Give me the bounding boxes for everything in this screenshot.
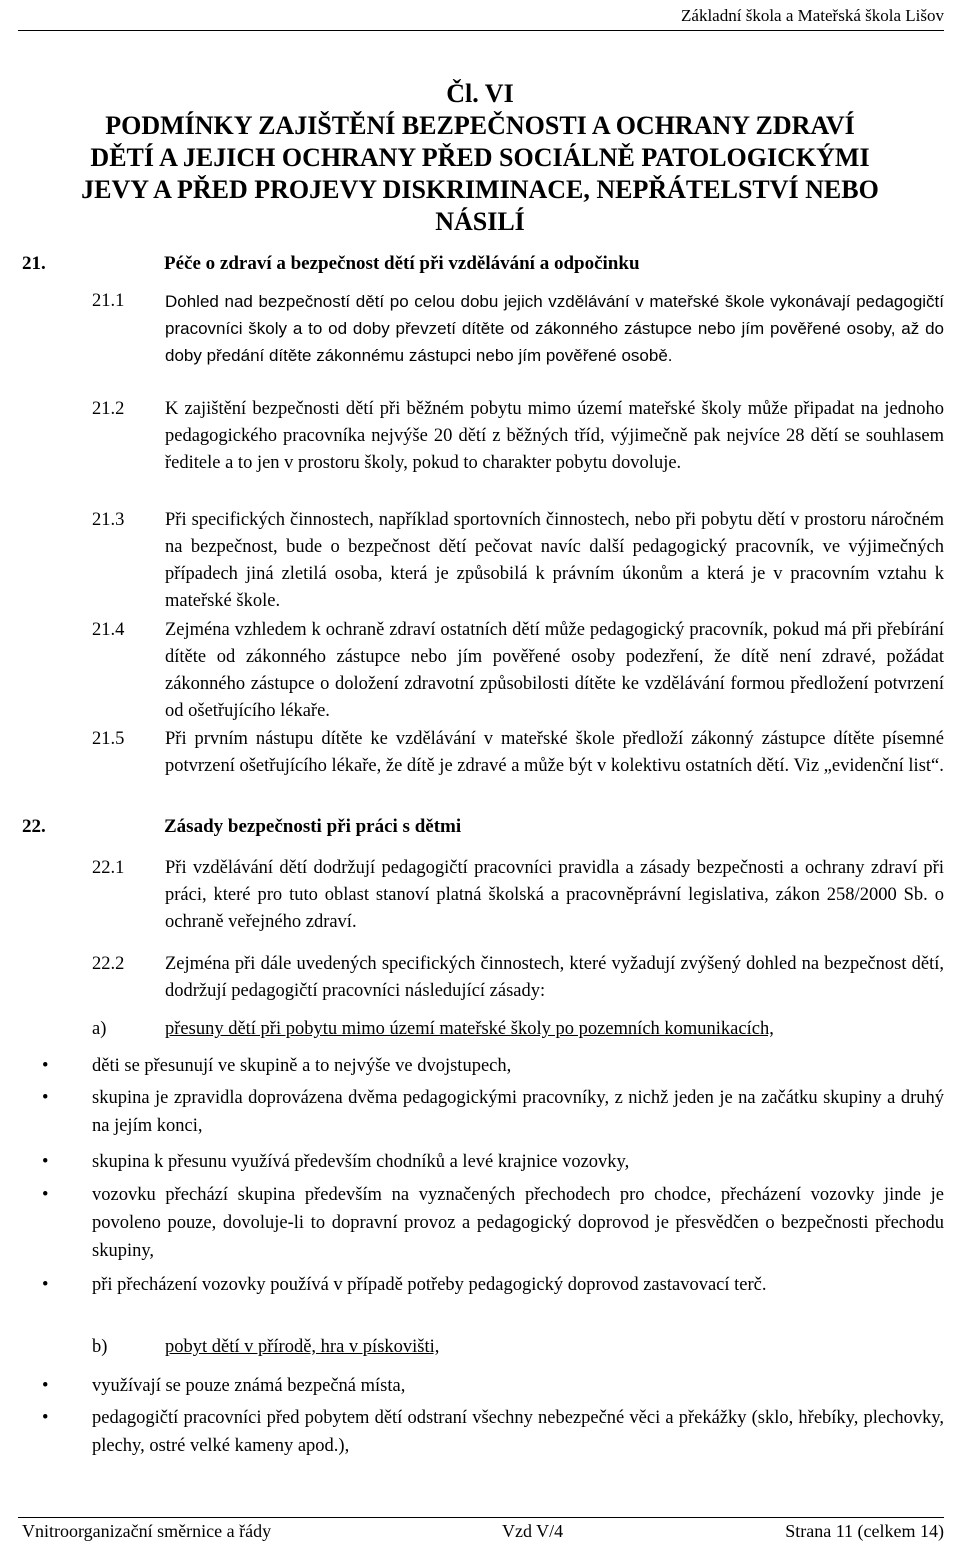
paragraph-21-2 <box>92 396 944 477</box>
paragraph-number: 21.1 <box>92 291 125 311</box>
footer-document-title: Vnitroorganizační směrnice a řády <box>22 1521 272 1541</box>
footer-divider <box>18 1517 944 1518</box>
subsection-letter: b) <box>92 1337 108 1357</box>
section-number: 22. <box>22 816 46 837</box>
section-title: Zásady bezpečnosti při práci s dětmi <box>164 816 462 837</box>
footer-document-code: Vzd V/4 <box>502 1521 564 1541</box>
subsection-title: přesuny dětí při pobytu mimo území mateřské školy po pozemních komunikacích, <box>165 1019 774 1039</box>
paragraph-text: Dohled nad bezpečností dětí po celou dobu jejich vzdělávání v mateřské škole vykonávají pedagogičtí pracovníci školy a to od doby převzetí dítěte od zákonného zástupce nebo jím pověřené osoby, až do doby předání dítěte zákonnému zástupci nebo jím pověřené osobě. <box>165 292 944 365</box>
paragraph-21-4 <box>92 617 944 725</box>
subsection-title: pobyt dětí v přírodě, hra v pískovišti, <box>165 1337 440 1357</box>
paragraph-21-3 <box>92 507 944 615</box>
header-divider <box>18 30 944 31</box>
chapter-title-line: NÁSILÍ <box>435 207 525 236</box>
list-item: • využívají se pouze známá bezpečná místa, <box>92 1372 944 1400</box>
paragraph-21-1 <box>92 288 944 369</box>
paragraph-text: K zajištění bezpečnosti dětí při běžném pobytu mimo území mateřské školy může připadat na jednoho pedagogického pracovníka nejvýše 20 dětí z běžných tříd, výjimečně pak nejvíce 28 dětí se souhlasem ředitele a to jen v prostoru školy, pokud to charakter pobytu dovoluje. <box>165 399 944 473</box>
paragraph-text: Zejména vzhledem k ochraně zdraví ostatních dětí může pedagogický pracovník, pokud má při přebírání dítěte od zákonného zástupce nebo jím pověřené osoby podezření, že dítě není zdravé, požádat zákonného zástupce o doložení zdravotní způsobilosti dítěte ke vzdělávání formou předložení potvrzení od ošetřujícího lékaře. <box>165 620 944 721</box>
running-header: Základní škola a Mateřská škola Lišov <box>681 6 944 25</box>
paragraph-number: 21.3 <box>92 510 125 530</box>
chapter-title-line: JEVY A PŘED PROJEVY DISKRIMINACE, NEPŘÁTELSTVÍ NEBO <box>81 175 879 204</box>
paragraph-21-5 <box>92 726 944 780</box>
paragraph-number: 22.2 <box>92 954 125 974</box>
paragraph-text: Při vzdělávání dětí dodržují pedagogičtí pracovníci pravidla a zásady bezpečnosti a ochrany zdraví při práci, které pro tuto oblast stanoví platná školská a pracovněprávní legislativa, zákon 258/2000 Sb. o ochraně veřejného zdraví. <box>165 858 944 932</box>
paragraph-text: Při specifických činnostech, například sportovních činnostech, nebo při pobytu dětí v prostoru náročném na bezpečnost, bude o bezpečnost dětí pečovat navíc další pedagogický pracovník, ve výjimečných případech jiná zletilá osoba, která je způsobilá k právním úkonům a která je v pracovním vztahu k mateřské škole. <box>165 510 944 611</box>
section-number: 21. <box>22 253 46 274</box>
list-item: • pedagogičtí pracovníci před pobytem dětí odstraní všechny nebezpečné věci a překážky (sklo, hřebíky, plechovky, plechy, ostré velké kameny apod.), <box>92 1404 944 1460</box>
chapter-title-line: PODMÍNKY ZAJIŠTĚNÍ BEZPEČNOSTI A OCHRANY ZDRAVÍ <box>105 111 855 140</box>
footer-page-number: Strana 11 (celkem 14) <box>785 1521 944 1541</box>
paragraph-text: Při prvním nástupu dítěte ke vzdělávání v mateřské škole předloží zákonný zástupce dítěte písemné potvrzení ošetřujícího lékaře, že dítě je zdravé a může být v kolektivu ostatních dětí. Viz „evidenční list“. <box>165 729 944 776</box>
list-item: • děti se přesunují ve skupině a to nejvýše ve dvojstupech, <box>92 1052 944 1080</box>
chapter-number: Čl. VI <box>446 79 514 108</box>
paragraph-number: 21.4 <box>92 620 125 640</box>
section-title: Péče o zdraví a bezpečnost dětí při vzdělávání a odpočinku <box>164 253 640 274</box>
subsection-letter: a) <box>92 1019 107 1039</box>
subsection-b <box>92 1337 439 1358</box>
paragraph-number: 21.5 <box>92 729 125 749</box>
paragraph-number: 21.2 <box>92 399 125 419</box>
chapter-title <box>40 78 920 238</box>
paragraph-number: 22.1 <box>92 858 125 878</box>
paragraph-22-2 <box>92 951 944 1005</box>
paragraph-22-1 <box>92 855 944 936</box>
chapter-title-line: DĚTÍ A JEJICH OCHRANY PŘED SOCIÁLNĚ PATOLOGICKÝMI <box>90 143 870 172</box>
list-item: • při přecházení vozovky používá v případě potřeby pedagogický doprovod zastavovací terč. <box>92 1271 944 1299</box>
list-item: • skupina k přesunu využívá především chodníků a levé krajnice vozovky, <box>92 1148 944 1176</box>
section-heading-21 <box>22 253 640 275</box>
section-heading-22 <box>22 816 461 838</box>
subsection-a <box>92 1019 774 1040</box>
list-item: • vozovku přechází skupina především na vyznačených přechodech pro chodce, přecházení vozovky jinde je povoleno pouze, dovoluje-li to dopravní provoz a pedagogický doprovod je přesvědčen o bezpečnosti přechodu skupiny, <box>92 1181 944 1265</box>
paragraph-text: Zejména při dále uvedených specifických činnostech, které vyžadují zvýšený dohled na bezpečnost dětí, dodržují pedagogičtí pracovníci následující zásady: <box>165 954 944 1001</box>
list-item: • skupina je zpravidla doprovázena dvěma pedagogickými pracovníky, z nichž jeden je na začátku skupiny a druhý na jejím konci, <box>92 1084 944 1140</box>
